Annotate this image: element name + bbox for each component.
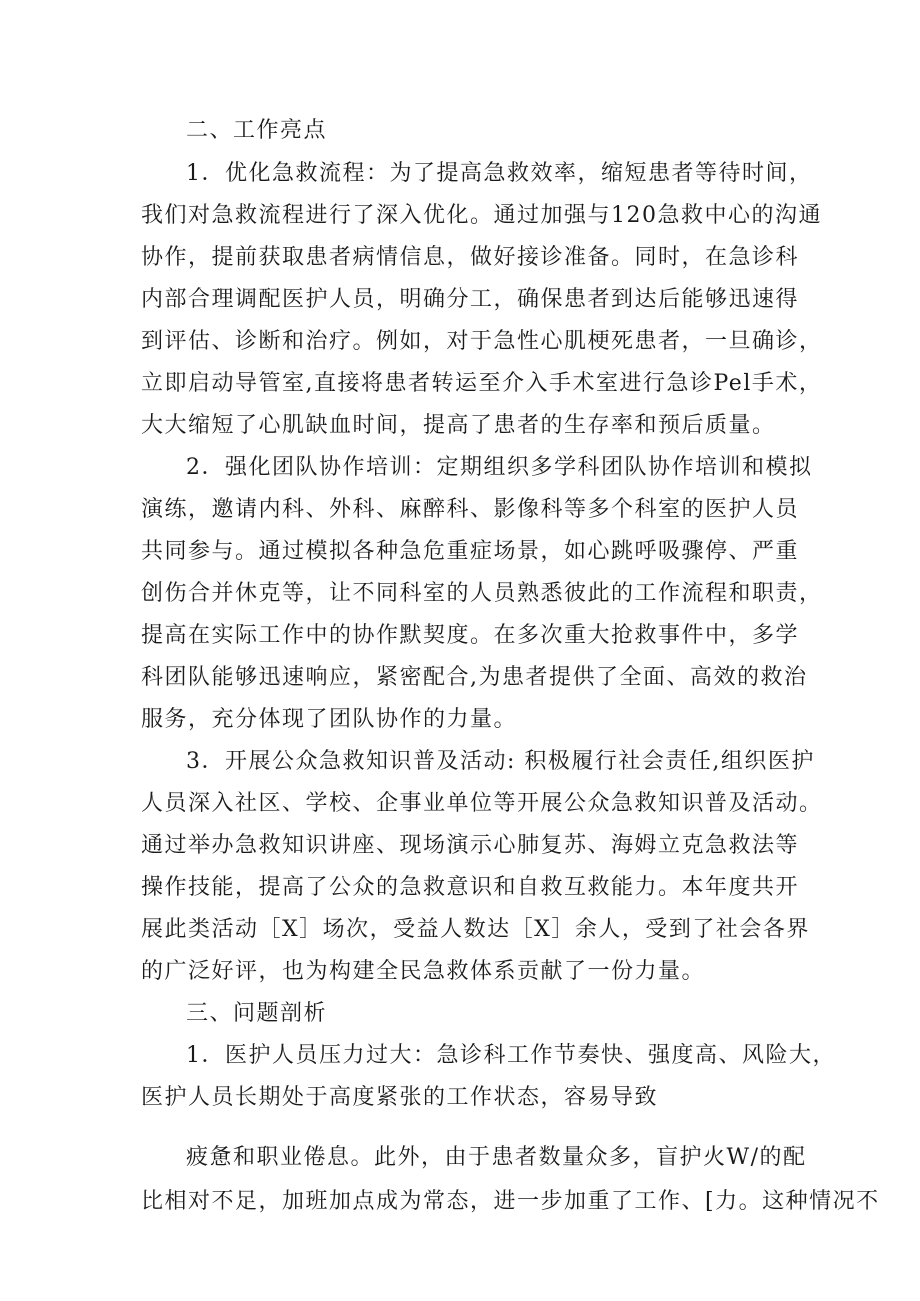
paragraph-line: 科团队能够迅速响应，紧密配合,为患者提供了全面、高效的救治 <box>141 665 808 690</box>
fragment-line: 比相对不足，加班加点成为常态，进一步加重了工作、[力。这种情况不 <box>141 1189 880 1214</box>
paragraph-line: 人员深入社区、学校、企事业单位等开展公众急救知识普及活动。 <box>141 791 823 816</box>
paragraph-line: 1．医护人员压力过大：急诊科工作节奏快、强度高、风险大， <box>186 1043 836 1068</box>
paragraph-line: 通过举办急救知识讲座、现场演示心肺复苏、海姆立克急救法等 <box>141 833 800 858</box>
paragraph-line: 共同参与。通过模拟各种急危重症场景，如心跳呼吸骤停、严重 <box>141 539 800 564</box>
paragraph-line: 演练，邀请内科、外科、麻醉科、影像科等多个科室的医护人员 <box>141 497 800 522</box>
paragraph-line: 的广泛好评，也为构建全民急救体系贡献了一份力量。 <box>141 959 706 984</box>
paragraph-line: 大大缩短了心肌缺血时间，提高了患者的生存率和预后质量。 <box>141 413 776 438</box>
paragraph-line: 服务，充分体现了团队协作的力量。 <box>141 707 518 732</box>
paragraph-line: 操作技能，提高了公众的急救意识和自救互救能力。本年度共开 <box>141 875 800 900</box>
paragraph-line: 到评估、诊断和治疗。例如，对于急性心肌梗死患者，一旦确诊， <box>141 329 823 354</box>
paragraph-line: 立即启动导管室,直接将患者转运至介入手术室进行急诊Pel手术， <box>141 371 823 396</box>
section-heading: 二、工作亮点 <box>186 118 328 143</box>
paragraph-line: 协作，提前获取患者病情信息，做好接诊准备。同时，在急诊科 <box>141 245 800 270</box>
paragraph-line: 我们对急救流程进行了深入优化。通过加强与120急救中心的沟通 <box>141 203 822 228</box>
paragraph-line: 2．强化团队协作培训：定期组织多学科团队协作培训和模拟 <box>186 455 813 480</box>
paragraph-line: 提高在实际工作中的协作默契度。在多次重大抢救事件中，多学 <box>141 623 800 648</box>
paragraph-line: 展此类活动［X］场次，受益人数达［X］余人，受到了社会各界 <box>141 917 810 942</box>
fragment-line: 疲惫和职业倦息。此外，由于患者数量众多，盲护火W/的配 <box>186 1145 807 1170</box>
section-heading: 三、问题剖析 <box>186 1001 328 1026</box>
paragraph-line: 3．开展公众急救知识普及活动: 积极履行社会责任,组织医护 <box>186 749 815 774</box>
paragraph-line: 内部合理调配医护人员，明确分工，确保患者到达后能够迅速得 <box>141 287 800 312</box>
paragraph-line: 1．优化急救流程：为了提高急救效率，缩短患者等待时间， <box>186 161 813 186</box>
paragraph-line: 医护人员长期处于高度紧张的工作状态，容易导致 <box>141 1085 659 1110</box>
paragraph-line: 创伤合并休克等，让不同科室的人员熟悉彼此的工作流程和职责， <box>141 581 823 606</box>
